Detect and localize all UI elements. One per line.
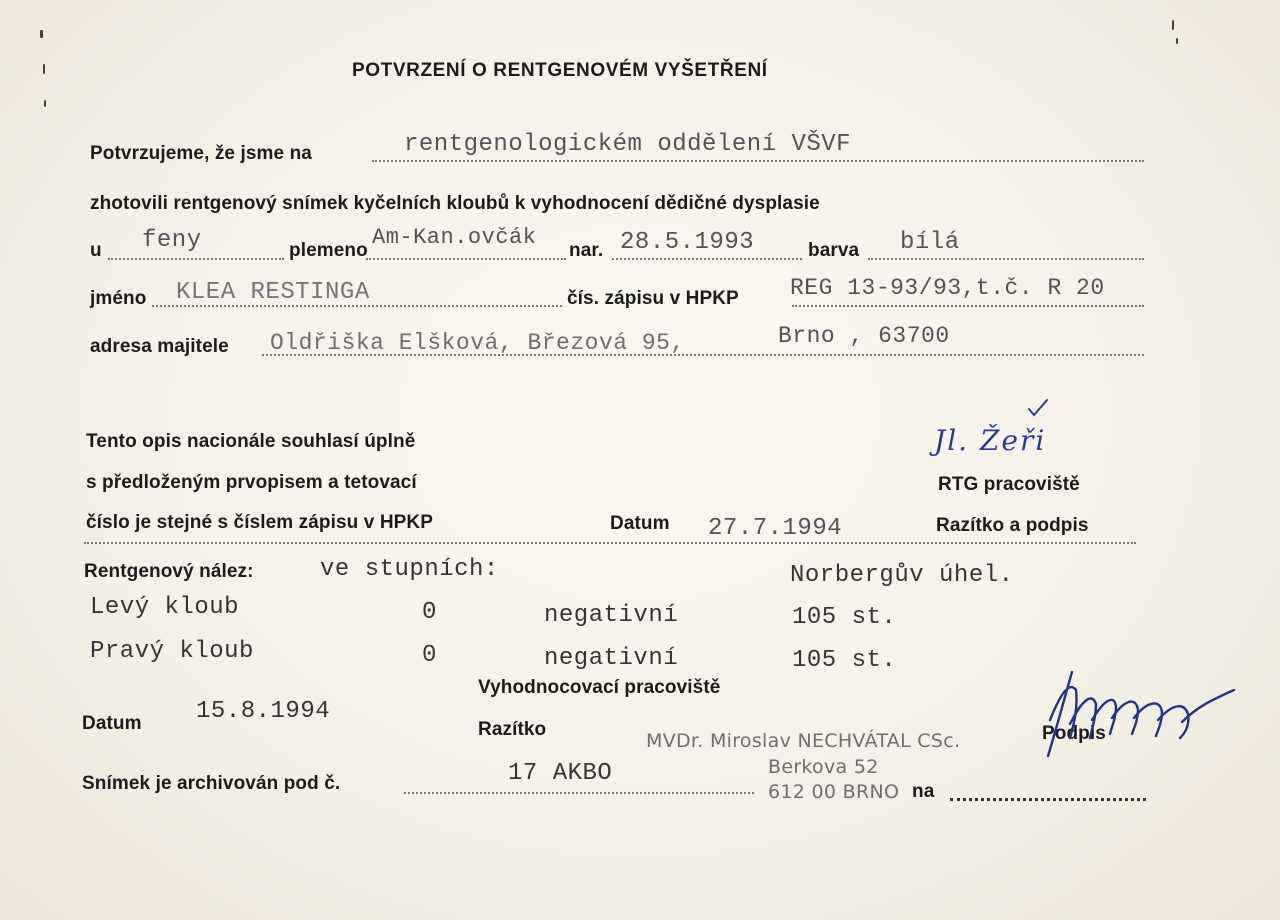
address-value: Oldřiška Elšková, Březová 95, bbox=[270, 330, 685, 356]
city-value: Brno , 63700 bbox=[778, 323, 950, 349]
checkmark-icon bbox=[1026, 398, 1050, 418]
rtg-signature: Jl. Žeři bbox=[934, 424, 1047, 457]
color-label: barva bbox=[808, 240, 860, 261]
name-label: jméno bbox=[90, 288, 147, 309]
vet-stamp-street: Berkova 52 bbox=[768, 756, 879, 778]
paper-speck bbox=[43, 64, 45, 74]
eval-date-value: 15.8.1994 bbox=[196, 698, 331, 725]
right-grade: 0 bbox=[422, 642, 437, 669]
declaration-line1: Tento opis nacionále souhlasí úplně bbox=[86, 431, 416, 452]
archive-na-label: na bbox=[912, 781, 935, 802]
name-value: KLEA RESTINGA bbox=[176, 279, 370, 306]
line1-label: Potvrzujeme, že jsme na bbox=[90, 143, 312, 164]
declaration-line2: s předloženým prvopisem a tetovací bbox=[86, 472, 417, 493]
line2-text: zhotovili rentgenový snímek kyčelních kloubů k vyhodnocení dědičné dysplasie bbox=[90, 193, 820, 214]
degrees-label: ve stupních: bbox=[320, 556, 499, 583]
date1-value: 27.7.1994 bbox=[708, 515, 843, 542]
signature-label: Podpis bbox=[1042, 723, 1106, 744]
left-result: negativní bbox=[544, 602, 679, 629]
reg-value: REG 13-93/93,t.č. R 20 bbox=[790, 275, 1105, 301]
address-label: adresa majitele bbox=[90, 336, 229, 357]
document-title: POTVRZENÍ O RENTGENOVÉM VYŠETŘENÍ bbox=[352, 60, 768, 81]
breed-value: Am-Kan.ovčák bbox=[372, 225, 537, 250]
vet-stamp-city: 612 00 BRNO bbox=[768, 781, 900, 803]
dotted-line bbox=[950, 798, 1146, 801]
breed-label: plemeno bbox=[289, 240, 368, 261]
paper-speck bbox=[44, 100, 46, 107]
left-joint: Levý kloub bbox=[90, 594, 240, 621]
norberg-label: Norbergův úhel. bbox=[790, 562, 1014, 589]
eval-date-label: Datum bbox=[82, 713, 142, 734]
date1-label: Datum bbox=[610, 513, 670, 534]
department-value: rentgenologickém oddělení VŠVF bbox=[404, 131, 852, 158]
dotted-line bbox=[108, 258, 284, 260]
dotted-line bbox=[868, 258, 1144, 260]
separator-line bbox=[84, 542, 1136, 544]
archive-value: 17 AKBO bbox=[508, 760, 613, 787]
signature-scribble bbox=[1012, 660, 1242, 770]
paper-speck bbox=[40, 30, 43, 38]
reg-label: čís. zápisu v HPKP bbox=[567, 288, 739, 309]
u-label: u bbox=[90, 240, 102, 261]
right-angle: 105 st. bbox=[792, 647, 897, 674]
left-grade: 0 bbox=[422, 599, 437, 626]
findings-label: Rentgenový nález: bbox=[84, 561, 254, 582]
paper-speck bbox=[1172, 20, 1174, 30]
dotted-line bbox=[792, 305, 1144, 307]
evaluation-workplace: Vyhodnocovací pracoviště bbox=[478, 677, 721, 698]
born-value: 28.5.1993 bbox=[620, 229, 755, 256]
paper-speck bbox=[1176, 38, 1178, 44]
eval-stamp-label: Razítko bbox=[478, 719, 547, 740]
archive-label: Snímek je archivován pod č. bbox=[82, 773, 341, 794]
declaration-line3: číslo je stejné s číslem zápisu v HPKP bbox=[86, 512, 434, 533]
left-angle: 105 st. bbox=[792, 604, 897, 631]
dotted-line bbox=[366, 258, 566, 260]
color-value: bílá bbox=[900, 229, 960, 256]
vet-stamp-name: MVDr. Miroslav NECHVÁTAL CSc. bbox=[646, 730, 961, 752]
born-label: nar. bbox=[569, 240, 604, 261]
dotted-line bbox=[372, 160, 1144, 162]
u-value: feny bbox=[142, 227, 202, 254]
dotted-line bbox=[404, 792, 754, 794]
right-result: negativní bbox=[544, 645, 679, 672]
dotted-line bbox=[612, 258, 802, 260]
rtg-workplace: RTG pracoviště bbox=[938, 474, 1080, 495]
right-joint: Pravý kloub bbox=[90, 638, 254, 665]
rtg-stamp-label: Razítko a podpis bbox=[936, 515, 1089, 536]
